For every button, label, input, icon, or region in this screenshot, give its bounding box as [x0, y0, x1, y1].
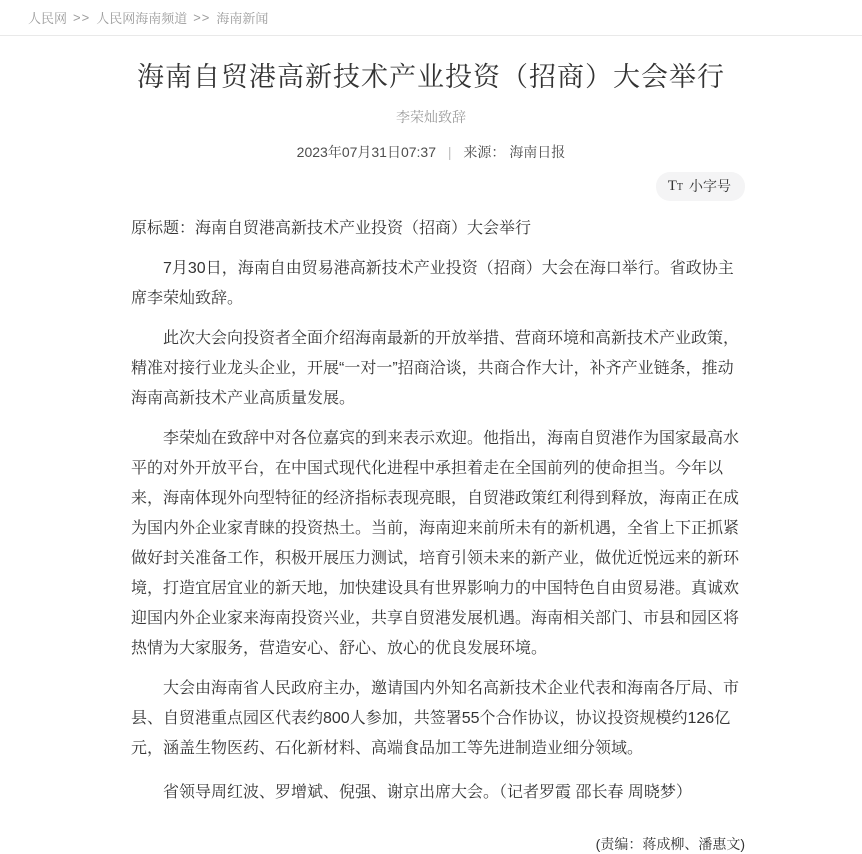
meta-separator: | — [447, 144, 452, 160]
article-paragraph: 此次大会向投资者全面介绍海南最新的开放举措、营商环境和高新技术产业政策，精准对接行业龙头企业，开展“一对一”招商洽谈，共商合作大计，补齐产业链条，推动海南高新技术产业高质量发展。 — [131, 330, 740, 407]
article-body — [131, 214, 745, 808]
source-link[interactable]: 海南日报 — [509, 144, 566, 160]
font-size-label: 小字号 — [689, 178, 731, 194]
article-column — [131, 172, 745, 854]
original-title-line — [131, 214, 745, 244]
page-title: 海南自贸港高新技术产业投资（招商）大会举行 — [137, 62, 725, 92]
article-paragraph: 省领导周红波、罗增斌、倪强、谢京出席大会。（记者罗霞 邵长春 周晓梦） — [163, 784, 692, 801]
article-paragraph: 7月30日，海南自由贸易港高新技术产业投资（招商）大会在海口举行。省政协主席李荣灿致辞。 — [131, 260, 734, 307]
editors-credit: (责编：蒋成柳、潘惠文) — [595, 836, 745, 852]
publish-date: 2023年07月31日07:37 — [296, 144, 436, 160]
font-size-button[interactable] — [656, 172, 745, 201]
original-title-text: 海南自贸港高新技术产业投资（招商）大会举行 — [195, 220, 532, 237]
original-title-label: 原标题： — [131, 220, 196, 237]
breadcrumb-separator: >> — [193, 10, 211, 25]
article-paragraph: 李荣灿在致辞中对各位嘉宾的到来表示欢迎。他指出，海南自贸港作为国家最高水平的对外开放平台，在中国式现代化进程中承担着走在全国前列的使命担当。今年以来，海南体现外向型特征的经济指标表现亮眼，自贸港政策红利得到释放，海南正在成为国内外企业家青睐的投资热土。当前，海南迎来前所未有的新机遇，全省上下正抓紧做好封关准备工作，积极开展压力测试，培育引领未来的新产业，做优近悦远来的新环境，打造宜居宜业的新天地，加快建设具有世界影响力的中国特色自由贸易港。真诚欢迎国内外企业家来海南投资兴业，共享自贸港发展机遇。海南相关部门、市县和园区将热情为大家服务，营造安心、舒心、放心的优良发展环境。 — [131, 430, 740, 657]
breadcrumb-link-hainan-channel[interactable]: 人民网海南频道 — [96, 11, 188, 26]
toolbar — [131, 172, 745, 200]
article-subtitle: 李荣灿致辞 — [396, 109, 466, 125]
breadcrumb-separator: >> — [73, 10, 91, 25]
article-meta — [0, 142, 862, 162]
breadcrumb-link-people[interactable]: 人民网 — [28, 11, 68, 26]
breadcrumb — [0, 0, 862, 36]
article-paragraph: 大会由海南省人民政府主办，邀请国内外知名高新技术企业代表和海南各厅局、市县、自贸港重点园区代表约800人参加，共签署55个合作协议，协议投资规模约126亿元，涵盖生物医药、石化新材料、高端食品加工等先进制造业细分领域。 — [131, 680, 740, 757]
source-label: 来源： — [463, 144, 506, 160]
breadcrumb-link-hainan-news[interactable]: 海南新闻 — [216, 11, 269, 26]
font-size-icon: TT — [667, 177, 683, 194]
article-header — [0, 36, 862, 162]
